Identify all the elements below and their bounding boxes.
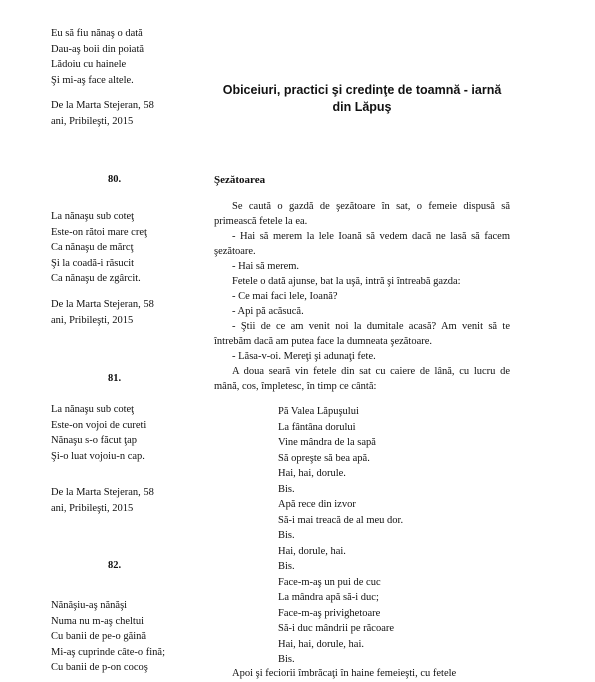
paragraph: - Hai să merem la lele Ioană să vedem dacă ne lasă să facem şezătoare.	[214, 231, 510, 257]
chapter-title-line: Obiceiuri, practici şi credinţe de toamnă - iarnă	[222, 83, 502, 97]
section-body	[214, 199, 510, 394]
dialog-line: - Ce mai faci lele, Ioană?	[232, 291, 338, 302]
verse-line: Ca nănaşu de zgârcit.	[51, 273, 141, 284]
song-line: Bis.	[278, 654, 295, 665]
song-line: Hai, hai, dorule.	[278, 468, 346, 479]
verse-line: Cu banii de p-on cocoş	[51, 662, 148, 673]
poem-top	[51, 26, 144, 88]
dialog-line: - Hai să merem.	[232, 261, 300, 272]
paragraph: - Ştii de ce am venit noi la dumitale acasă? Am venit să te întrebăm dacă am putea face la dumneata şezătoare.	[214, 321, 510, 347]
source-line: ani, Pribileşti, 2015	[51, 115, 134, 127]
verse-line: Mi-aş cuprinde câte-o fină;	[51, 646, 165, 658]
song-line: Face-m-aş privighetoare	[278, 607, 381, 619]
verse-line: Este-on vojoi de cureti	[51, 419, 147, 431]
verse-line: Eu să fiu nănaş o dată	[51, 28, 143, 39]
source-note	[51, 485, 154, 516]
dialog-line: Fetele o dată ajunse, bat la uşă, intră şi întreabă gazda:	[232, 276, 461, 287]
paragraph: Se caută o gazdă de şezătoare în sat, o femeie dispusă să primească fetele la ea.	[214, 201, 510, 227]
paragraph: A doua seară vin fetele din sat cu caiere de lână, cu lucru de mână, cos, împletesc, în timp ce cântă:	[214, 366, 510, 392]
song-line: Să opreşte să bea apă.	[278, 452, 370, 464]
source-line: De la Marta Stejeran, 58	[51, 100, 154, 111]
verse-line: Dau-aş boii din poiată	[51, 43, 145, 55]
item-number: 80.	[108, 174, 122, 185]
song-line: Face-m-aş un pui de cuc	[278, 576, 381, 588]
song-line: Hai, hai, dorule, hai.	[278, 638, 365, 650]
verse-line: Lădoiu cu hainele	[51, 59, 127, 70]
verse-line: La nănaşu sub coteţ	[51, 404, 135, 415]
song-line: Să-i mai treacă de al meu dor.	[278, 514, 404, 526]
dialog-line: - Lăsa-v-oi. Mereţi şi adunaţi fete.	[232, 351, 376, 362]
verse-line: Numa nu m-aş cheltui	[51, 615, 145, 627]
song-line: Să-i duc mândrii pe răcoare	[278, 623, 395, 634]
source-line: ani, Pribileşti, 2015	[51, 502, 134, 514]
section-title: Şezătoarea	[214, 174, 266, 186]
verse-line: Este-on rătoi mare creţ	[51, 226, 147, 238]
poem-82	[51, 598, 165, 676]
song-line: Pă Valea Lăpuşului	[278, 406, 359, 417]
verse-line: Nănaşu s-o făcut ţap	[51, 435, 138, 446]
song-line: Hai, dorule, hai.	[278, 545, 346, 557]
source-line: ani, Pribileşti, 2015	[51, 314, 134, 326]
cut-off-paragraph: Apoi şi feciorii îmbrăcaţi în haine femeieşti, cu fetele	[232, 668, 457, 679]
verse-line: Ca nănaşu de mărcţ	[51, 242, 134, 253]
chapter-title-line: din Lăpuş	[332, 100, 392, 114]
song-line: La fântâna dorului	[278, 421, 356, 433]
chapter-title	[204, 82, 520, 116]
source-line: De la Marta Stejeran, 58	[51, 487, 154, 498]
song-line: Bis.	[278, 483, 295, 495]
source-note	[51, 98, 154, 129]
verse-line: Cu banii de pe-o găină	[51, 631, 147, 642]
verse-line: Şi mi-aş face altele.	[51, 74, 134, 86]
poem-81	[51, 402, 146, 464]
poem-80	[51, 209, 147, 287]
song-lyrics	[278, 404, 403, 668]
song-line: Vine mândra de la sapă	[278, 437, 376, 448]
song-line: Bis.	[278, 561, 295, 572]
source-line: De la Marta Stejeran, 58	[51, 299, 154, 310]
verse-line: Nănăşiu-aş nănăşi	[51, 600, 128, 611]
song-line: Apă rece din izvor	[278, 499, 356, 510]
verse-line: Şi-o luat vojoiu-n cap.	[51, 450, 145, 462]
source-note	[51, 297, 154, 328]
verse-line: La nănaşu sub coteţ	[51, 211, 135, 222]
item-number: 82.	[108, 560, 122, 571]
item-number: 81.	[108, 373, 122, 384]
dialog-line: - Api pă acăsucă.	[232, 306, 304, 317]
song-line: La mândra apă să-i duc;	[278, 592, 379, 603]
song-line: Bis.	[278, 530, 295, 541]
verse-line: Şi la coadă-i răsucit	[51, 257, 135, 269]
